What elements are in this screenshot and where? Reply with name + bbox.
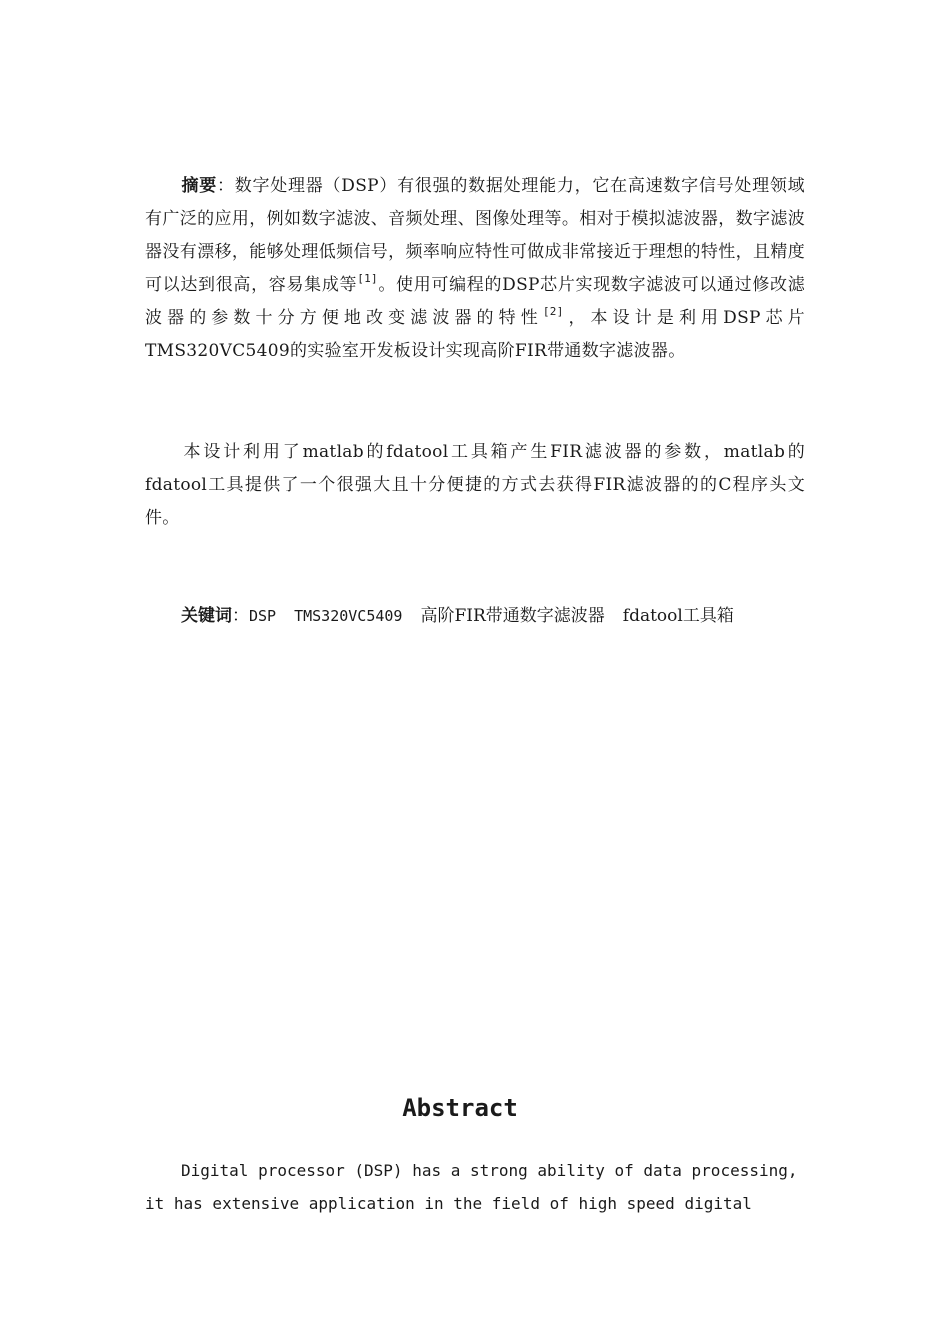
abstract-zh-label: 摘要 [181,176,217,196]
abstract-zh-text-3: ，本设计是利用DSP芯片TMS320VC5409的实验室开发板设计实现高阶FIR带通数字滤波器。 [145,308,805,361]
citation-ref-1: [1] [357,272,378,285]
abstract-zh-text-p2: 本设计利用了matlab的fdatool工具箱产生FIR滤波器的参数，matlab的fdatool工具提供了一个很强大且十分便捷的方式去获得FIR滤波器的的C程序头文件。 [145,442,805,528]
abstract-zh-paragraph-1 [145,170,805,368]
abstract-en-title: Abstract [402,1094,518,1122]
abstract-zh-text-1: 数字处理器（DSP）有很强的数据处理能力，它在高速数字信号处理领域有广泛的应用，例如数字滤波、音频处理、图像处理等。相对于模拟滤波器，数字滤波器没有漂移，能够处理低频信号，频率响应特性可做成非常接近于理想的特性，且精度可以达到很高，容易集成等 [145,176,805,295]
keyword-item: TMS320VC5409 [294,607,403,625]
abstract-zh-colon: ： [216,176,235,196]
keyword-item: DSP [249,607,277,625]
keyword-item: fdatool工具箱 [622,606,734,626]
citation-ref-2: [2] [542,305,564,318]
keywords-colon: ： [232,606,249,626]
abstract-zh-paragraph-2 [145,436,805,535]
abstract-zh-text-2: 。使用可编程的DSP芯片实现数字滤波可以通过修改滤波器的参数十分方便地改变滤波器的特性 [145,275,805,328]
keywords-line [181,600,734,633]
keyword-item: 高阶FIR带通数字滤波器 [420,606,605,626]
keywords-label: 关键词 [181,606,232,626]
abstract-en-paragraph-1 [145,1154,805,1220]
abstract-en-text: Digital processor (DSP) has a strong ability of data processing, it has extensive application in the field of high speed digital [145,1161,798,1213]
